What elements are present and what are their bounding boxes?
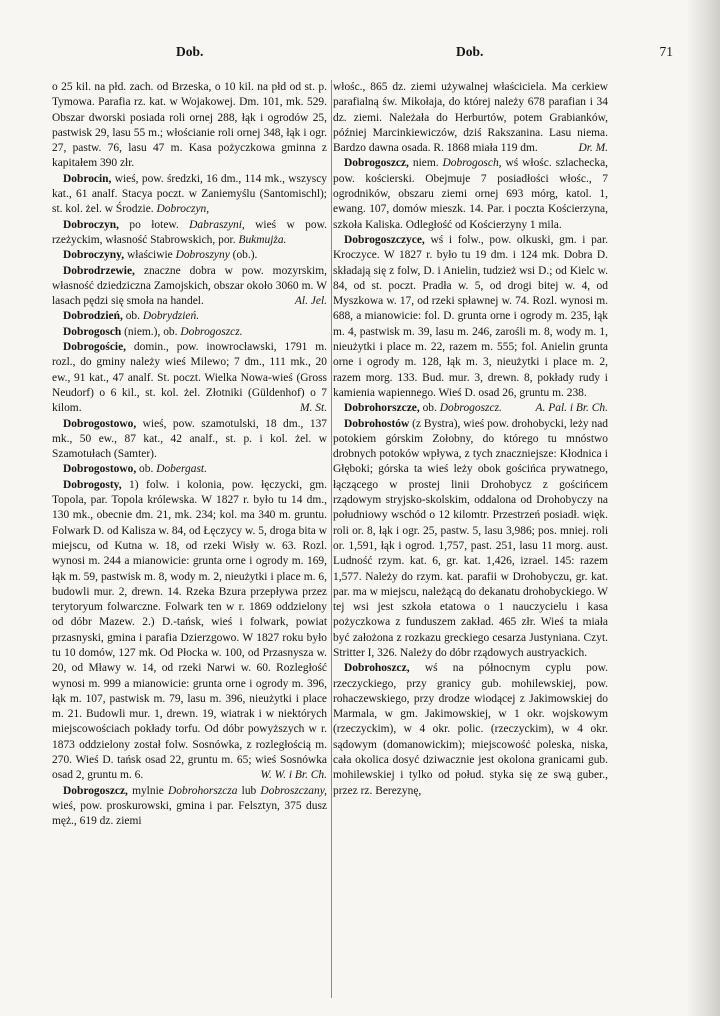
- entry-italic-term: Dobroszyny: [175, 249, 230, 262]
- entry-continuation: [333, 80, 608, 156]
- author-signature: W. W. i Br. Ch.: [260, 769, 327, 782]
- entry-text: właściwie: [126, 249, 173, 262]
- entry-text: 1) folw. i kolonia, pow. łęczycki, gm. Topola, par. Topola królewska. W 1827 r. było tu 14 dm., 130 mk., obecnie dm. 21, mk. 234; kol. ma 340 m. gruntu. Folwark D. od Kalisza w. 84, od Łęczycy w. 5, droga bita w miejscu, od Kutna w. 18, od rzeki Wisły w. 63. Rozl. wynosi m. 244 a mianowicie: grunta orne i ogrody m. 169, łąk m. 59, pastwisk m. 8, wody m. 2, nieużytki i place m. 6, budowli mur. 2, drewn. 14. Rzeka Bzura przepływa przez terytoryum folwarczne. Folwark ten w r. 1869 oddzielony od dóbr Mazew. 2.) D.-tańsk, wieś i folwark, powiat przasnyski, gmina i parafia Dzierzgowo. W 1827 roku było tu 10 domów, 127 mk. Od Płocka w. 100, od Przasnysza w. 20, od Mławy w. 14, od rzeki Narwi w. 60. Rozległość wynosi m. 999 a mianowicie: grunta orne i ogrody m. 396, łąk m. 107, pastwisk m. 79, lasu m. 396, nieużytki i place m. 21. Budowli mur. 1, drewn. 19, wiatrak i w niektórych miejscowościach pokłady torfu. Od dóbr powyższych w r. 1873 oddzielony został folw. Sosnówka, z rozległością m. 270. Wieś D. tańsk osad 22, gruntu m. 65; wieś Sosnówka osad 2, gruntu m. 6.: [52, 478, 328, 782]
- entry-headword: Dobrocin,: [63, 172, 112, 185]
- entry-text: niem.: [412, 157, 439, 170]
- dictionary-entry: [52, 218, 327, 249]
- entry-text: ob.: [422, 402, 437, 415]
- author-signature: M. St.: [299, 402, 327, 415]
- entry-italic-term: Dabraszyni,: [189, 218, 245, 231]
- column-divider: [331, 80, 332, 998]
- right-column: [333, 80, 608, 799]
- dictionary-entry: [52, 248, 327, 263]
- entry-italic-term: Dobrydzień.: [142, 310, 200, 323]
- entry-text: wieś w pow. rzeżyckim, własność Stabrowskich, por.: [52, 218, 327, 246]
- entry-text: włośc., 865 dz. ziemi używalnej właściciela. Ma cerkiew parafialną św. Mikołaja, do której należy 678 parafian i 34 dz. ziemi. Należała do Herburtów, potem Grabianków, później Marcinkiewiczów, dziś Rakszanina. Lasu niema. Bardzo dawna osada. R. 1868 miała 119 dm.: [333, 81, 608, 155]
- left-column: [52, 80, 327, 830]
- entry-text: (niem.), ob.: [124, 325, 178, 338]
- page-number: 71: [659, 44, 673, 59]
- entry-text: (z Bystra), wieś pow. drohobycki, leży nad potokiem górskim Zołobny, do którego tu mnóstwo drobnych potoków wpływa, z tych znaczniejsze: Kłodnica i Głęboki; górska ta wieś leży obok gościńca prywatnego, łączącego w prostej linii Drohobycz z gościńcem rządowym stryjsko-skolskim, oddalona od Drohobyczy na południowy wschód o 12 kilomtr. Przestrzeń posiadł. więk. roli or. 8, łąk i ogr. 25, pastw. 5, lasu 3,986; pos. mniej. roli or. 1,591, łąk i ogrod. 1,757, past. 251, lasu 11 morg. aust. Ludność rzym. kat. 6, gr. kat. 1,426, izrael. 145: razem 1,577. Należy do rzym. kat. parafii w Drohobyczu, gr. kat. par. ma w miejscu, należącą do dekanatu drohobyckiego. W tej wsi jest szkoła etatowa o 1 nauczycielu i kasa pożyczkowa z funduszem zakład. 465 złr. Wieś ta miała być założona z rozkazu greckiego cesarza Justyniana. Czyt. Stritter I, 326. Należy do dóbr rządowych austryackich.: [333, 417, 609, 659]
- entry-headword: Dobrohorszcze,: [344, 402, 420, 415]
- entry-headword: Dobrogoszczyce,: [344, 233, 425, 246]
- dictionary-entry: [52, 417, 327, 463]
- entry-headword: Dobrohostów: [344, 417, 410, 430]
- entry-text: ob.: [125, 310, 140, 323]
- entry-italic-term: Dobergast.: [156, 463, 207, 476]
- entry-headword: Dobrogosch: [63, 325, 122, 338]
- entry-text: wieś, pow. szamotulski, 18 dm., 137 mk., 50 ew., 87 kat., 42 analf., st. p. i kol. żel. w Szamotułach (Samter).: [52, 417, 328, 461]
- entry-headword: Dobrodzień,: [63, 310, 123, 323]
- entry-text: lub: [241, 784, 257, 797]
- entry-headword: Dobrogostowo,: [63, 417, 137, 430]
- entry-text: (ob.).: [232, 249, 258, 262]
- page-header: [52, 44, 673, 66]
- entry-headword: Dobrogoszcz,: [344, 157, 409, 170]
- entry-headword: Dobrohoszcz,: [344, 662, 410, 675]
- entry-headword: Dobrogostowo,: [63, 463, 137, 476]
- entry-headword: Dobrodrzewie,: [63, 264, 135, 277]
- dictionary-entry: [333, 661, 608, 799]
- author-signature: Al. Jel.: [294, 295, 327, 308]
- entry-text: mylnie: [132, 784, 164, 797]
- entry-headword: Dobroczyny,: [63, 249, 125, 262]
- entry-text: wś włośc. szlachecka, pow. kościerski. Obejmuje 7 posiadłości włośc., 7 ogrodników, obszaru ziemi ornej 693 mórg, katol. 1, ewang. 107, domów mieszk. 14. Par. i poczta Kościerzyna, szkoła Kaliska. Odległość od Kościerzyny 1 mila.: [333, 157, 609, 231]
- entry-text: po łotew.: [129, 218, 179, 231]
- entry-italic-term: Dobrogoszcz.: [180, 325, 243, 338]
- dictionary-entry: [52, 478, 327, 784]
- entry-text: wś na północnym cyplu pow. rzeczyckiego, przy granicy gub. mohilewskiej, pow. rohaczewskiego, przy drodze wiodącej z Jakimowskiej do Marmala, w gm. Jakimowskiej, w 1 okr. wojskowym (rzeczyckim), w 4 okr. polic. (rzeczyckim), w 4 okr. sądowym (domanowickim); miejscowość poleska, niska, cała okolica dosyć dziwacznie jest okolona granicami gub. mohilewskiej i tylko od połud. styka się ze swą guber., przez rz. Berezynę,: [333, 662, 608, 797]
- entry-text: wieś, pow. proskurowski, gmina i par. Felsztyn, 375 dusz męż., 619 dz. ziemi: [52, 799, 327, 828]
- page-edge-shadow: [688, 0, 720, 1016]
- entry-italic-term: Dobrohorszcza: [168, 784, 238, 797]
- entry-headword: Dobrogoszcz,: [63, 784, 128, 797]
- entry-text: o 25 kil. na płd. zach. od Brzeska, o 10 kil. na płd od st. p. Tymowa. Parafia rz. kat. w Wojakowej. Dm. 101, mk. 529. Obszar dworski posiada roli ornej 288, łąk i ogrodów 25, pastwisk 29, lasu 55 m.; włościanie roli ornej 348, łąk i ogr. 27, pastw. 76, lasu 47 m. Kasa pożyczkowa gminna z kapitałem 390 złr.: [52, 81, 327, 170]
- entry-text: znaczne dobra w pow. mozyrskim, własność dziedziczna Zamojskich, obszar około 3060 m. W lasach pędzi się smoła na handel.: [52, 264, 327, 308]
- entry-headword: Dobrogosty,: [63, 478, 122, 491]
- header-left-title: Dob.: [176, 44, 204, 59]
- entry-italic-term: Dobrogosch,: [442, 157, 502, 170]
- entry-text: wieś, pow. średzki, 16 dm., 114 mk., wszyscy kat., 61 analf. Stacya poczt. w Zaniemyślu (Santomischl); st. kol. żel. w Środzie.: [52, 172, 327, 216]
- entry-continuation: [52, 80, 327, 172]
- dictionary-entry: [52, 325, 327, 340]
- entry-italic-term: Dobrogoszcz.: [439, 402, 502, 415]
- dictionary-entry: [52, 264, 327, 310]
- entry-text: wś i folw., pow. olkuski, gm. i par. Kroczyce. W 1827 r. było tu 19 dm. i 124 mk. Dobra D. składają się z folw, D. i Anielin, tudzież wsi D.; od Kielc w. 84, od st. poczt. Pradła w. 5, od drogi bitej w. 4, od Myszkowa w. 17, od rzeki spławnej w. 74. Rozl. wynosi m. 688, a mianowicie: fol. D. grunta orne i ogrody m. 235, łąk m. 4, pastwisk m. 39, lasu m. 246, zarośli m. 8, wody m. 1, nieużytki i place m. 22, razem m. 555; fol. Anielin grunta orne i ogrody m. 128, łąk m. 3, nieużytki i place m. 2, razem morg. 133. Bud. mur. 3, drewn. 8, pokłady rudy i kamienia wapiennego. Wieś D. osad 26, gruntu m. 238.: [333, 233, 609, 399]
- entry-headword: Dobrogoście,: [63, 341, 127, 354]
- entry-headword: Dobroczyn,: [63, 218, 120, 231]
- dictionary-entry: [52, 784, 327, 830]
- entry-italic-term: Dobroszczany,: [260, 784, 328, 797]
- header-right-title: Dob.: [456, 44, 484, 59]
- dictionary-entry: [52, 172, 327, 218]
- dictionary-entry: [52, 309, 327, 324]
- entry-text: ob.: [139, 463, 154, 476]
- author-signature: A. Pal. i Br. Ch.: [535, 402, 608, 415]
- entry-italic-term: Dobroczyn,: [156, 203, 210, 216]
- entry-text: domin., pow. inowrocławski, 1791 m. rozl., do gminy należy wieś Milewo; 7 dm., 111 mk., 20 ew., 91 kat., 47 analf. St. poczt. Wielka Nowa-wieś (Gross Neudorf) o 6 kil., st. kol. żel. Złotniki (Güldenhof) o 7 kilom.: [52, 341, 328, 415]
- dictionary-entry: [52, 462, 327, 477]
- dictionary-entry: [333, 417, 608, 662]
- dictionary-entry: [333, 156, 608, 232]
- dictionary-entry: [52, 340, 327, 416]
- entry-italic-term: Bukmujża.: [238, 233, 287, 246]
- author-signature: Dr. M.: [578, 142, 608, 155]
